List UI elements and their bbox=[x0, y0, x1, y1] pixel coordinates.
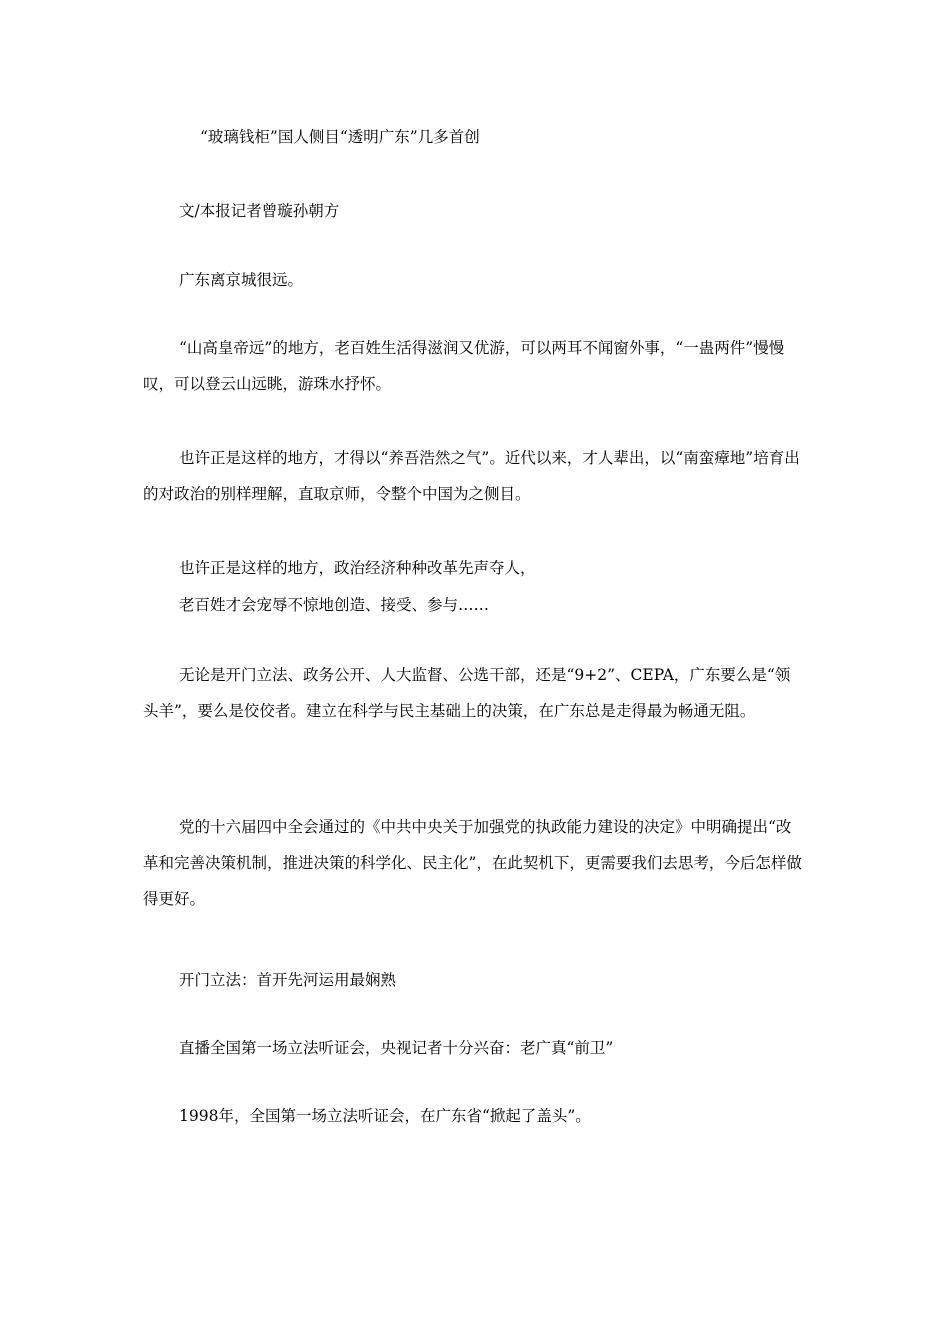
paragraph-1: 广东离京城很远。 bbox=[179, 271, 304, 289]
paragraph-7: 党的十六届四中全会通过的《中共中央关于加强党的执政能力建设的决定》中明确提出“改革和完善决策机制，推进决策的科学化、民主化”，在此契机下，更需要我们去思考，今后怎样做得更好。 bbox=[143, 818, 802, 908]
section-heading: 开门立法：首开先河运用最娴熟 bbox=[179, 971, 397, 989]
subheading: 直播全国第一场立法听证会，央视记者十分兴奋：老广真“前卫” bbox=[179, 1039, 614, 1057]
byline: 文/本报记者曾璇孙朝方 bbox=[179, 202, 340, 220]
paragraph-6: 无论是开门立法、政务公开、人大监督、公选干部，还是“9+2”、CEPA，广东要么是“领头羊”，要么是佼佼者。建立在科学与民主基础上的决策，在广东总是走得最为畅通无阻。 bbox=[143, 666, 791, 720]
paragraph-2: “山高皇帝远”的地方，老百姓生活得滋润又优游，可以两耳不闻窗外事，“一蛊两件”慢慢叹，可以登云山远眺，游珠水抒怀。 bbox=[143, 339, 785, 393]
paragraph-4: 也许正是这样的地方，政治经济种种改革先声夺人， bbox=[179, 559, 536, 577]
paragraph-5: 老百姓才会宠辱不惊地创造、接受、参与…… bbox=[179, 596, 490, 614]
paragraph-3: 也许正是这样的地方，才得以“养吾浩然之气”。近代以来，才人辈出，以“南蛮瘴地”培育出的对政治的别样理解，直取京师，令整个中国为之侧目。 bbox=[143, 449, 800, 503]
paragraph-8: 1998年，全国第一场立法听证会，在广东省“掀起了盖头”。 bbox=[179, 1107, 591, 1125]
article-title: “玻璃钱柜”国人侧目“透明广东”几多首创 bbox=[200, 128, 480, 146]
